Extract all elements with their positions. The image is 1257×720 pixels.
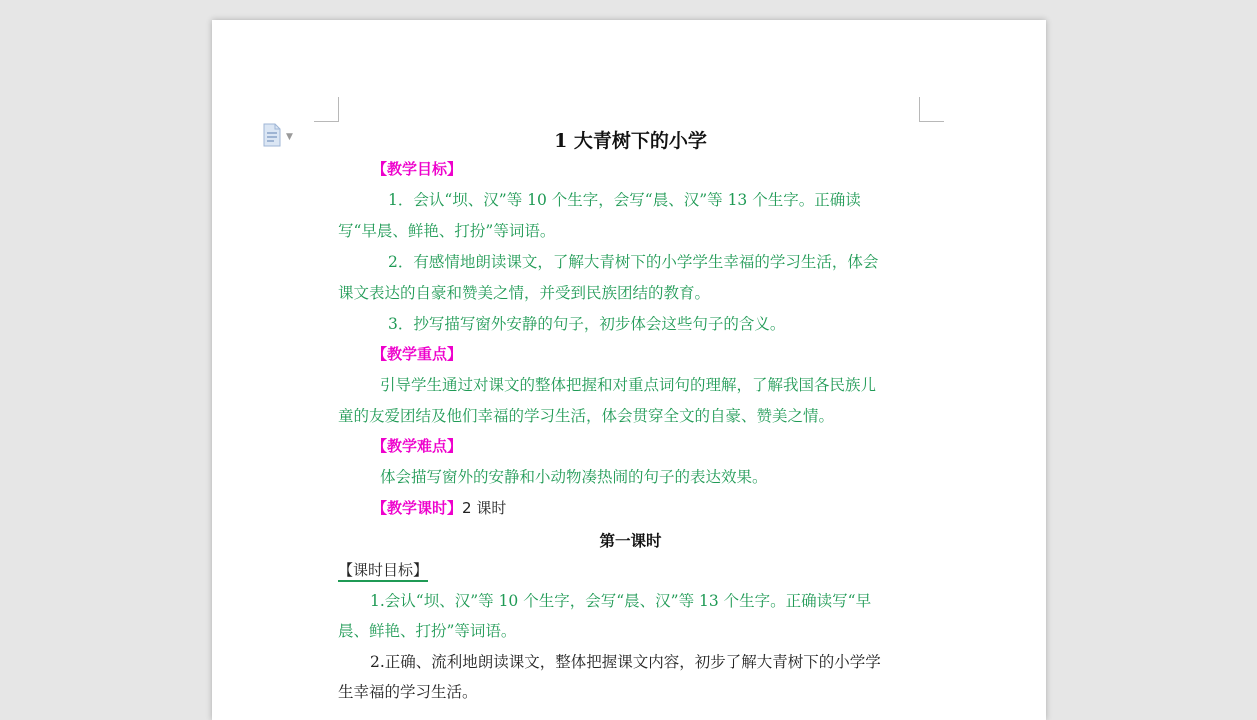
lesson-goal-1-line-1: 1.会认“坝、汉”等 10 个生字，会写“晨、汉”等 13 个生字。正确读写“早 xyxy=(370,592,872,610)
goal-1-line-2: 写“早晨、鲜艳、打扮”等词语。 xyxy=(338,222,556,240)
key-points-heading: 【教学重点】 xyxy=(372,345,463,363)
class-hours-heading: 【教学课时】 xyxy=(372,499,463,517)
key-points-line-1: 引导学生通过对课文的整体把握和对重点词句的理解，了解我国各民族儿 xyxy=(380,376,877,394)
document-menu-button[interactable] xyxy=(262,124,304,150)
lesson-goal-2-line-2: 生幸福的学习生活。 xyxy=(338,683,478,701)
goal-2-line-2: 课文表达的自豪和赞美之情，并受到民族团结的教育。 xyxy=(338,284,711,302)
margin-corner-top-right xyxy=(919,97,944,122)
goal-2-line-1: 2．有感情地朗读课文，了解大青树下的小学学生幸福的学习生活，体会 xyxy=(388,253,879,271)
page-title: 1 大青树下的小学 xyxy=(554,130,707,152)
class-hours-value: 2 课时 xyxy=(462,499,507,517)
chevron-down-icon: ▼ xyxy=(286,132,293,142)
key-points-line-2: 童的友爱团结及他们幸福的学习生活，体会贯穿全文的自豪、赞美之情。 xyxy=(338,407,835,425)
lesson-goal-2-line-1: 2.正确、流利地朗读课文，整体把握课文内容，初步了解大青树下的小学学 xyxy=(370,653,881,671)
class-hours-row xyxy=(338,498,957,518)
margin-corner-top-left xyxy=(314,97,339,122)
difficulty-heading: 【教学难点】 xyxy=(372,437,463,455)
lesson-one-title: 第一课时 xyxy=(599,531,662,550)
goal-3-line-1: 3．抄写描写窗外安静的句子，初步体会这些句子的含义。 xyxy=(388,315,786,333)
document-page xyxy=(212,20,1046,720)
lesson-goal-1-line-2: 晨、鲜艳、打扮”等词语。 xyxy=(338,622,517,640)
teaching-goals-heading: 【教学目标】 xyxy=(372,160,463,178)
goal-1-line-1: 1．会认“坝、汉”等 10 个生字，会写“晨、汉”等 13 个生字。正确读 xyxy=(388,191,861,209)
document-icon xyxy=(262,123,282,151)
difficulty-line-1: 体会描写窗外的安静和小动物凑热闹的句子的表达效果。 xyxy=(380,468,768,486)
lesson-goals-heading: 【课时目标】 xyxy=(338,560,923,580)
